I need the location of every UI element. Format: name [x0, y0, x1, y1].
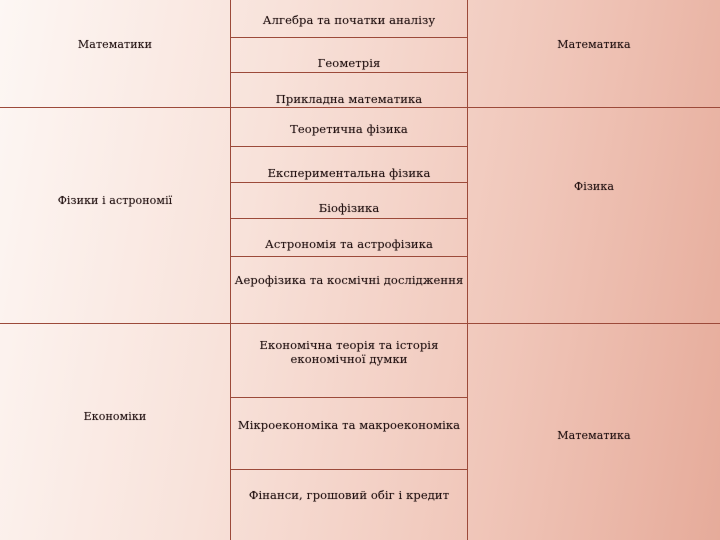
subject-cell: Фізика	[573, 180, 614, 193]
specialty-cell: Фінанси, грошовий обіг і кредит	[248, 488, 450, 502]
row-divider	[231, 146, 467, 147]
subject-cell: Математика	[557, 429, 631, 442]
row-divider	[231, 397, 467, 398]
subject-cell: Математика	[557, 38, 631, 51]
specialty-cell: Астрономія та астрофізика	[265, 237, 433, 251]
specialty-cell: Економічна теорія та історія економічної думки	[259, 338, 439, 366]
specialty-cell: Теоретична фізика	[290, 122, 408, 136]
specialty-cell: Прикладна математика	[275, 92, 423, 106]
specialty-cell: Біофізика	[318, 201, 380, 215]
row-divider	[231, 218, 467, 219]
field-cell: Економіки	[83, 410, 147, 423]
specialty-cell: Мікроекономіка та макроекономіка	[237, 418, 461, 432]
specialty-cell: Аерофізика та космічні дослідження	[234, 273, 464, 287]
row-divider	[231, 182, 467, 183]
row-divider	[231, 469, 467, 470]
row-divider	[231, 256, 467, 257]
specialty-cell: Експериментальна фізика	[267, 166, 431, 180]
row-divider	[231, 72, 467, 73]
row-divider	[231, 37, 467, 38]
field-cell: Фізики і астрономії	[57, 194, 173, 207]
column-divider-right	[467, 0, 468, 540]
column-divider-left	[230, 0, 231, 540]
field-cell: Математики	[77, 38, 153, 51]
specialty-cell: Алгебра та початки аналізу	[262, 13, 436, 27]
specialty-cell: Геометрія	[317, 56, 381, 70]
group-divider-2	[0, 323, 720, 324]
group-divider-1	[0, 107, 720, 108]
